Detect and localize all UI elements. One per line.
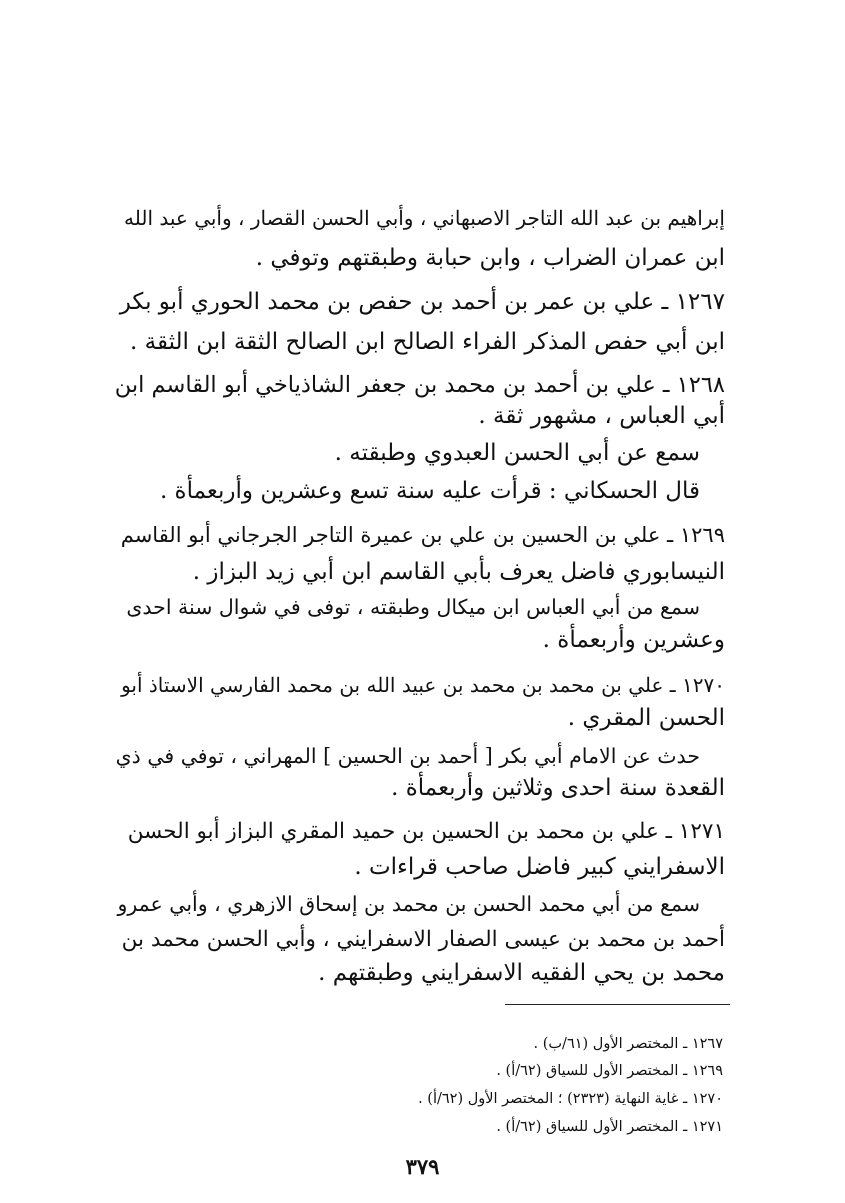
- text-line: سمع من أبي محمد الحسن بن محمد بن إسحاق الازهري ، وأبي عمرو: [117, 892, 700, 916]
- page-number: ٣٧٩: [405, 1154, 440, 1179]
- entry-heading-1271: ١٢٧١ ـ علي بن محمد بن الحسين بن حميد المقري البزاز أبو الحسن: [127, 819, 725, 844]
- text-line: ابن عمران الضراب ، وابن حبابة وطبقتهم وتوفي .: [255, 245, 725, 271]
- entry-heading-1270: ١٢٧٠ ـ علي بن محمد بن محمد بن عبيد الله بن محمد الفارسي الاستاذ أبو: [121, 673, 725, 697]
- text-line: وعشرين وأربعمأة .: [542, 627, 725, 653]
- footnote-divider: [505, 1004, 730, 1005]
- text-line: سمع عن أبي الحسن العبدوي وطبقته .: [334, 440, 700, 466]
- text-line: القعدة سنة احدى وثلاثين وأربعمأة .: [391, 775, 725, 801]
- text-line: ابن أبي حفص المذكر الفراء الصالح ابن الصالح الثقة ابن الثقة .: [130, 329, 725, 355]
- footnote: ١٢٦٧ ـ المختصر الأول (٦١/ب) .: [533, 1036, 723, 1052]
- entry-heading-1267: ١٢٦٧ ـ علي بن عمر بن أحمد بن حفص بن محمد الحوري أبو بكر: [119, 289, 725, 315]
- text-line: حدث عن الامام أبي بكر [ أحمد بن الحسين ] المهراني ، توفي في ذي: [115, 744, 700, 768]
- entry-heading-1268: ١٢٦٨ ـ علي بن أحمد بن محمد بن جعفر الشاذياخي أبو القاسم ابن: [114, 372, 725, 398]
- footnote: ١٢٦٩ ـ المختصر الأول للسياق (٦٢/أ) .: [496, 1063, 723, 1079]
- text-line: أبي العباس ، مشهور ثقة .: [478, 403, 725, 429]
- entry-heading-1269: ١٢٦٩ ـ علي بن الحسين بن علي بن عميرة التاجر الجرجاني أبو القاسم: [120, 523, 725, 547]
- footnote: ١٢٧٠ ـ غاية النهاية (٢٣٢٣) ؛ المختصر الأول (٦٢/أ) .: [418, 1091, 723, 1107]
- text-line: محمد بن يحي الفقيه الاسفرايني وطبقتهم .: [318, 960, 725, 986]
- text-line: الاسفرايني كبير فاضل صاحب قراءات .: [354, 854, 725, 880]
- text-line: أحمد بن محمد بن عيسى الصفار الاسفرايني ، وأبي الحسن محمد بن: [121, 927, 725, 952]
- text-line: سمع من أبي العباس ابن ميكال وطبقته ، توفى في شوال سنة احدى: [126, 595, 700, 619]
- text-line: قال الحسكاني : قرأت عليه سنة تسع وعشرين وأربعمأة .: [159, 478, 700, 504]
- footnote: ١٢٧١ ـ المختصر الأول للسياق (٦٢/أ) .: [496, 1119, 723, 1135]
- text-line: الحسن المقري .: [567, 705, 725, 731]
- text-line: النيسابوري فاضل يعرف بأبي القاسم ابن أبي زيد البزاز .: [192, 559, 725, 585]
- text-line: إبراهيم بن عبد الله التاجر الاصبهاني ، وأبي الحسن القصار ، وأبي عبد الله: [124, 206, 725, 230]
